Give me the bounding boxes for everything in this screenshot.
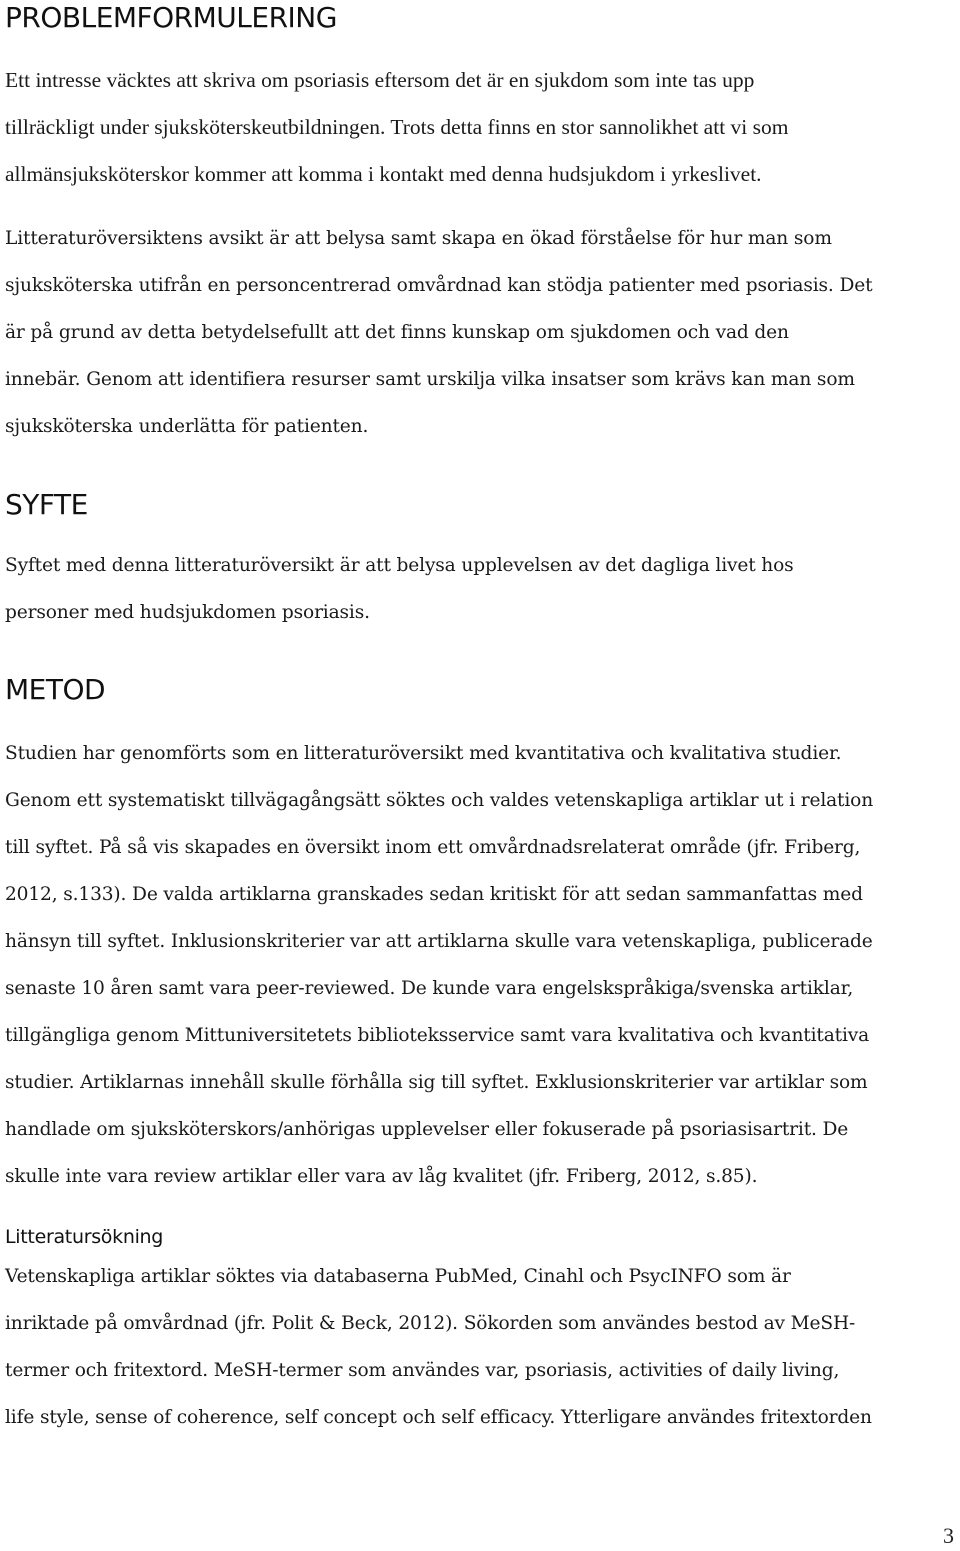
text-line: termer och fritextord. MeSH-termer som användes var, psoriasis, activities of daily living, bbox=[5, 1360, 840, 1381]
problem-paragraph-1 bbox=[5, 57, 788, 198]
text-line: tillräckligt under sjuksköterskeutbildningen. Trots detta finns en stor sannolikhet att vi som bbox=[5, 115, 789, 139]
text-line: inriktade på omvårdnad (jfr. Polit & Beck, 2012). Sökorden som användes bestod av MeSH- bbox=[5, 1313, 856, 1334]
text-line: life style, sense of coherence, self concept och self efficacy. Ytterligare användes fritextorden bbox=[5, 1407, 872, 1428]
text-line: hänsyn till syftet. Inklusionskriterier var att artiklarna skulle vara vetenskapliga, publicerade bbox=[5, 931, 873, 952]
text-line: Ett intresse väcktes att skriva om psoriasis eftersom det är en sjukdom som inte tas upp bbox=[5, 68, 755, 92]
problem-paragraph-2 bbox=[5, 215, 872, 450]
text-line: skulle inte vara review artiklar eller vara av låg kvalitet (jfr. Friberg, 2012, s.85). bbox=[5, 1166, 758, 1187]
text-line: tillgängliga genom Mittuniversitetets biblioteksservice samt vara kvalitativa och kvantitativa bbox=[5, 1025, 870, 1046]
text-line: Vetenskapliga artiklar söktes via databaserna PubMed, Cinahl och PsycINFO som är bbox=[5, 1266, 791, 1287]
aim-paragraph bbox=[5, 542, 794, 636]
heading-problemformulering: PROBLEMFORMULERING bbox=[5, 1, 337, 34]
method-paragraph bbox=[5, 730, 873, 1200]
heading-syfte: SYFTE bbox=[5, 488, 88, 521]
text-line: Genom ett systematiskt tillvägagångsätt söktes och valdes vetenskapliga artiklar ut i relation bbox=[5, 790, 874, 811]
heading-metod: METOD bbox=[5, 673, 106, 706]
heading-litteratursokning: Litteratursökning bbox=[5, 1226, 164, 1248]
text-line: handlade om sjuksköterskors/anhörigas upplevelser eller fokuserade på psoriasisartrit. De bbox=[5, 1119, 849, 1140]
search-paragraph bbox=[5, 1253, 872, 1441]
text-line: sjuksköterska utifrån en personcentrerad omvårdnad kan stödja patienter med psoriasis. Det bbox=[5, 275, 873, 296]
text-line: Litteraturöversiktens avsikt är att belysa samt skapa en ökad förståelse för hur man som bbox=[5, 228, 832, 249]
text-line: studier. Artiklarnas innehåll skulle förhålla sig till syftet. Exklusionskriterier var artiklar som bbox=[5, 1072, 868, 1093]
text-line: 2012, s.133). De valda artiklarna granskades sedan kritiskt för att sedan sammanfattas med bbox=[5, 884, 863, 905]
text-line: till syftet. På så vis skapades en översikt inom ett omvårdnadsrelaterat område (jfr. Friberg, bbox=[5, 837, 861, 858]
text-line: senaste 10 åren samt vara peer-reviewed. De kunde vara engelskspråkiga/svenska artiklar, bbox=[5, 978, 854, 999]
text-line: sjuksköterska underlätta för patienten. bbox=[5, 416, 369, 437]
text-line: innebär. Genom att identifiera resurser samt urskilja vilka insatser som krävs kan man som bbox=[5, 369, 855, 390]
text-line: personer med hudsjukdomen psoriasis. bbox=[5, 602, 370, 623]
text-line: är på grund av detta betydelsefullt att det finns kunskap om sjukdomen och vad den bbox=[5, 322, 789, 343]
text-line: Syftet med denna litteraturöversikt är att belysa upplevelsen av det dagliga livet hos bbox=[5, 555, 794, 576]
text-line: allmänsjuksköterskor kommer att komma i kontakt med denna hudsjukdom i yrkeslivet. bbox=[5, 162, 762, 186]
page-number: 3 bbox=[943, 1523, 954, 1548]
text-line: Studien har genomförts som en litteraturöversikt med kvantitativa och kvalitativa studier. bbox=[5, 743, 842, 764]
